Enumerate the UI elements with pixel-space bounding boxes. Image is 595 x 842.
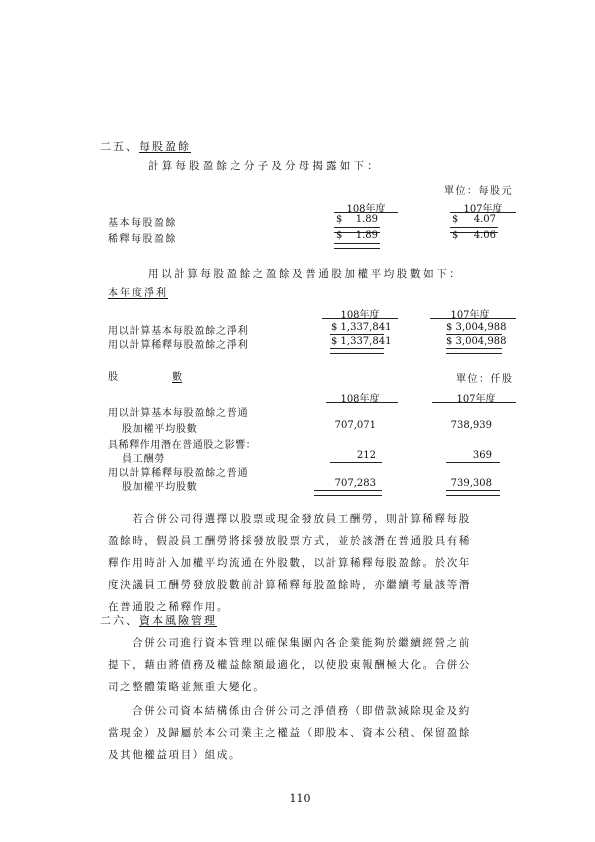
net-header-rule-108: [322, 318, 398, 319]
net-basic-108: $ 1,337,841: [331, 322, 392, 333]
shares-basic-107: 738,939: [450, 420, 492, 431]
shares-diluted-label-line2: 股加權平均股數: [122, 482, 198, 493]
net-col-header-107: 107年度: [450, 310, 490, 321]
section-26-number: 二六、: [100, 614, 139, 627]
eps-diluted-108-double-rule: [334, 243, 380, 249]
eps-diluted-107-value: 4.06: [473, 230, 496, 241]
eps-diluted-108-currency: $: [336, 230, 343, 241]
net-diluted-108-double-rule: [330, 348, 384, 354]
capital-para1-line-3: 司之整體策略並無重大變化。: [108, 681, 266, 693]
eps-basic-108-value: 1.89: [355, 214, 378, 225]
eps-diluted-107-currency: $: [452, 230, 459, 241]
eps-header-rule-108: [334, 212, 398, 213]
net-income-intro: 用以計算每股盈餘之盈餘及普通股加權平均股數如下：: [148, 268, 463, 280]
eps-basic-107-value: 4.07: [473, 214, 496, 225]
eps-col-header-108: 108年度: [346, 204, 386, 215]
section-25-title: 每股盈餘: [139, 140, 191, 153]
shares-employee-comp-108: 212: [356, 450, 376, 461]
shares-employee-comp-107: 369: [472, 450, 492, 461]
section-25-number: 二五、: [100, 140, 139, 153]
capital-para1-line-2: 提下，藉由將債務及權益餘額最適化，以使股東報酬極大化。合併公: [108, 659, 471, 671]
shares-col-header-107: 107年度: [456, 394, 496, 405]
net-diluted-label: 用以計算稀釋每股盈餘之淨利: [108, 340, 249, 351]
eps-diluted-108-value: 1.89: [355, 230, 378, 241]
eps-basic-label: 基本每股盈餘: [108, 218, 177, 229]
section-26-heading: [100, 612, 217, 628]
net-basic-108-rule: [330, 334, 384, 335]
shares-basic-label-line2: 股加權平均股數: [122, 424, 198, 435]
net-income-subtitle: 本年度淨利: [108, 288, 168, 299]
net-diluted-107-double-rule: [446, 348, 502, 354]
shares-title-2: 數: [172, 372, 182, 383]
eps-intro: 計算每股盈餘之分子及分母揭露如下：: [148, 160, 381, 172]
shares-employee-comp-label: 員工酬勞: [122, 454, 166, 465]
section-26-title: 資本風險管理: [139, 614, 217, 627]
eps-header-rule-107: [450, 212, 516, 213]
shares-employee-comp-108-rule: [330, 462, 382, 463]
capital-para2-line-3: 及其他權益項目）組成。: [108, 749, 242, 761]
net-col-header-108: 108年度: [340, 310, 380, 321]
capital-para2-line-2: 當現金）及歸屬於本公司業主之權益（即股本、資本公積、保留盈餘: [108, 727, 471, 739]
shares-diluted-label-line1: 用以計算稀釋每股盈餘之普通: [108, 468, 249, 479]
shares-basic-label-line1: 用以計算基本每股盈餘之普通: [108, 408, 249, 419]
shares-diluted-107-double-rule: [446, 490, 500, 496]
shares-title-1: 股: [108, 372, 118, 383]
eps-basic-108-currency: $: [336, 214, 343, 225]
eps-unit: 單位：每股元: [444, 186, 513, 197]
net-basic-label: 用以計算基本每股盈餘之淨利: [108, 326, 249, 337]
eps-diluted-label: 稀釋每股盈餘: [108, 234, 177, 245]
shares-col-header-108: 108年度: [340, 394, 380, 405]
shares-diluted-107: 739,308: [450, 478, 492, 489]
shares-diluted-108-double-rule: [314, 490, 382, 496]
shares-employee-comp-107-rule: [446, 462, 500, 463]
capital-para2-line-1: 合併公司資本結構係由合併公司之淨債務（即借款減除現金及約: [132, 705, 471, 717]
capital-para1-line-1: 合併公司進行資本管理以確保集團內各企業能夠於繼續經營之前: [132, 637, 471, 649]
section-25-heading: [100, 138, 191, 154]
shares-header-rule-108: [326, 402, 398, 403]
shares-dilutive-label: 具稀釋作用潛在普通股之影響：: [108, 440, 257, 451]
page-number: 110: [289, 792, 311, 805]
shares-basic-108: 707,071: [334, 420, 376, 431]
eps-paragraph-line-1: 若合併公司得選擇以股票或現金發放員工酬勞，則計算稀釋每股: [132, 513, 471, 525]
eps-paragraph-line-4: 度決議員工酬勞發放股數前計算稀釋每股盈餘時，亦繼續考量該等潛: [108, 579, 471, 591]
shares-header-rule-107: [432, 402, 516, 403]
eps-col-header-107: 107年度: [463, 204, 503, 215]
eps-paragraph-line-3: 釋作用時計入加權平均流通在外股數，以計算稀釋每股盈餘。於次年: [108, 557, 471, 569]
shares-unit: 單位：仟股: [456, 374, 514, 385]
eps-paragraph-line-2: 盈餘時，假設員工酬勞將採發放股票方式，並於該潛在普通股具有稀: [108, 535, 471, 547]
net-diluted-108: $ 1,337,841: [331, 336, 392, 347]
net-header-rule-107: [430, 318, 516, 319]
shares-diluted-108: 707,283: [334, 478, 376, 489]
net-basic-107: $ 3,004,988: [446, 322, 507, 333]
eps-paragraph-line-5: 在普通股之稀釋作用。: [108, 601, 229, 613]
eps-basic-107-currency: $: [452, 214, 459, 225]
net-basic-107-rule: [446, 334, 502, 335]
net-diluted-107: $ 3,004,988: [446, 336, 507, 347]
